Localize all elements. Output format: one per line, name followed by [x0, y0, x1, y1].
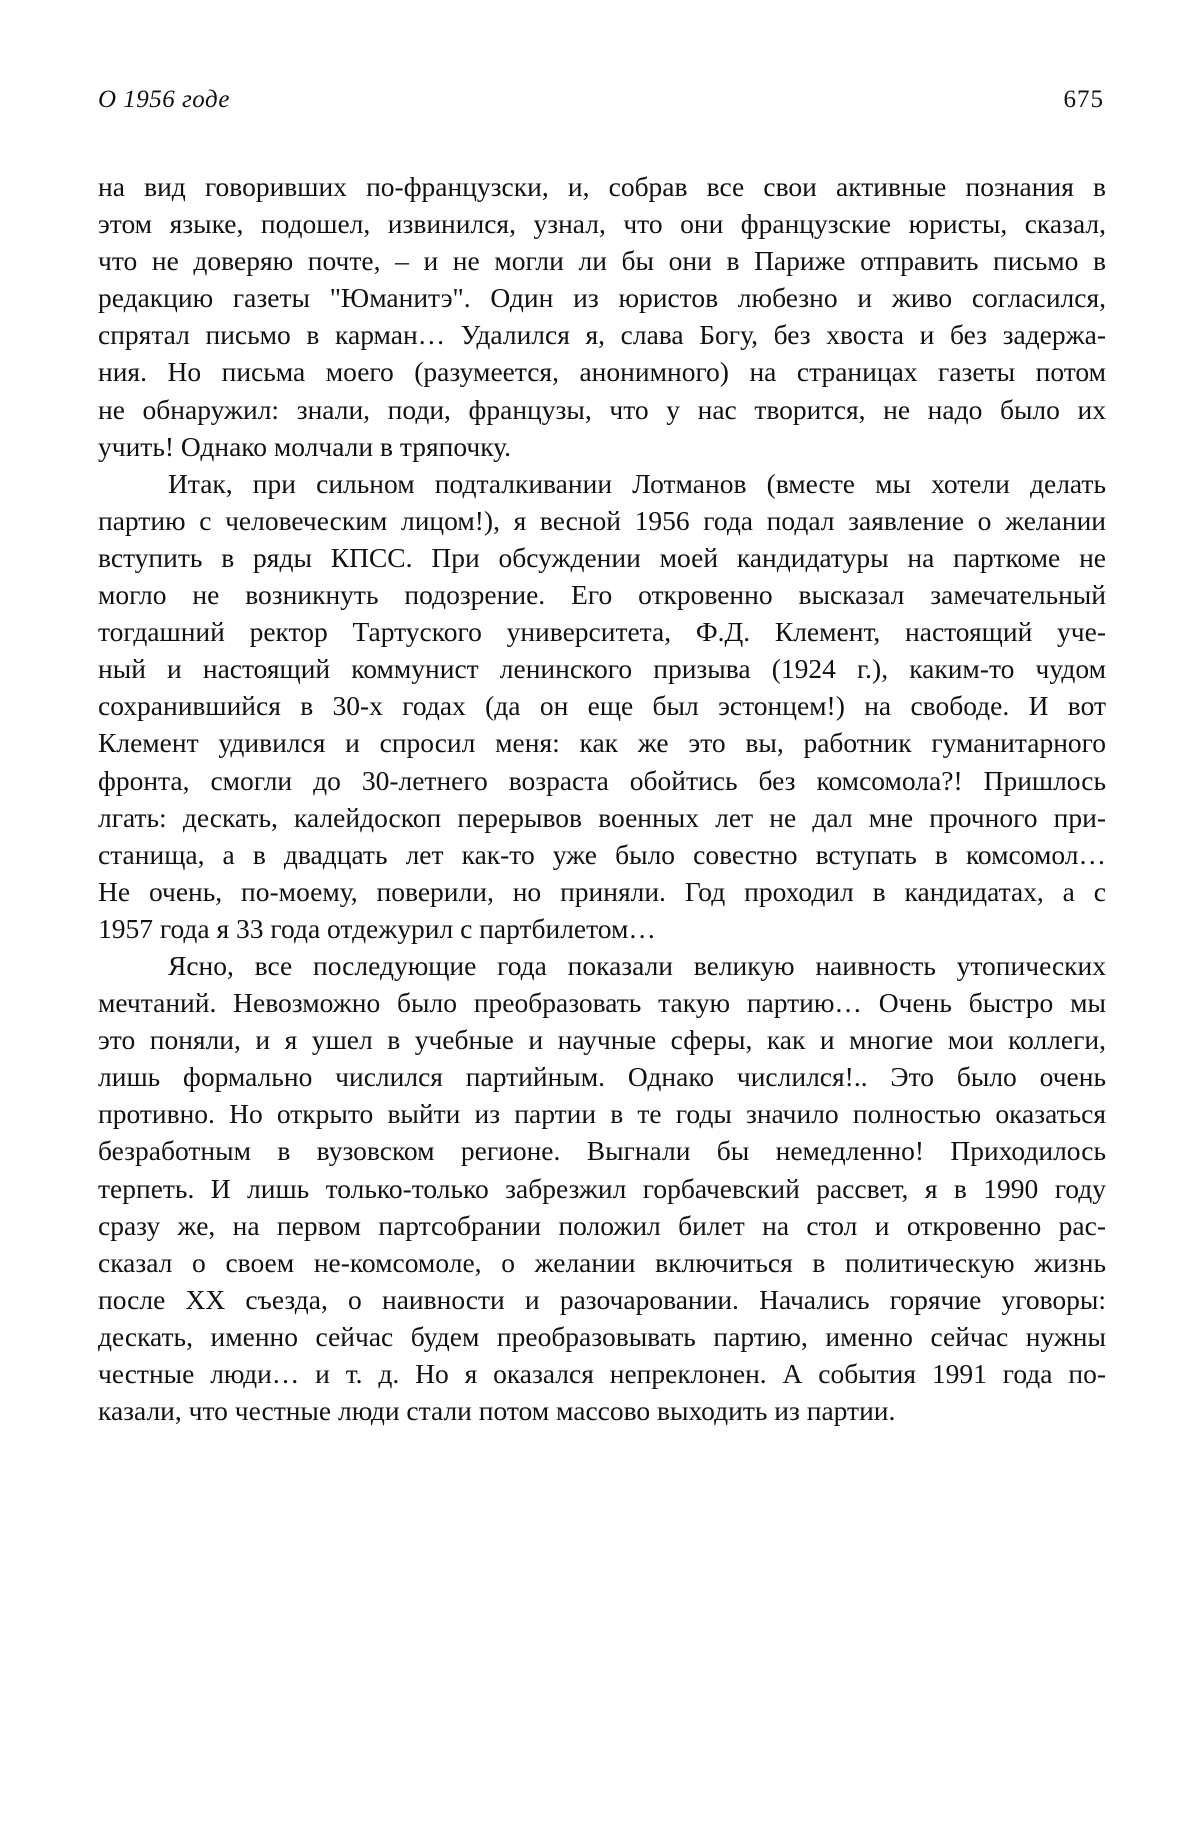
- text-line: партию с человеческим лицом!), я весной 1956 года подал заявление о желании: [98, 504, 1106, 536]
- text-line: вступить в ряды КПСС. При обсуждении моей кандидатуры на парткоме не: [98, 541, 1106, 573]
- text-line: лишь формально числился партийным. Однако числился!.. Это было очень: [98, 1061, 1106, 1093]
- text-line: что не доверяю почте, – и не могли ли бы они в Париже отправить письмо в: [98, 245, 1106, 277]
- text-line: спрятал письмо в карман… Удалился я, слава Богу, без хвоста и без задержа-: [98, 319, 1106, 351]
- page-number: 675: [1063, 86, 1104, 113]
- text-line: после XX съезда, о наивности и разочаровании. Начались горячие уговоры:: [98, 1283, 1106, 1315]
- text-line: терпеть. И лишь только-только забрезжил горбачевский рассвет, я в 1990 году: [98, 1172, 1106, 1204]
- text-line: лгать: дескать, калейдоскоп перерывов военных лет не дал мне прочного при-: [98, 801, 1106, 833]
- text-line: безработным в вузовском регионе. Выгнали бы немедленно! Приходилось: [98, 1135, 1106, 1167]
- text-line-paragraph-start: Ясно, все последующие года показали великую наивность утопических: [168, 949, 1106, 981]
- running-title: О 1956 годе: [98, 86, 231, 113]
- text-line: это поняли, и я ушел в учебные и научные сферы, как и многие мои коллеги,: [98, 1024, 1106, 1056]
- text-line: сразу же, на первом партсобрании положил билет на стол и откровенно рас-: [98, 1209, 1106, 1241]
- running-head: [98, 86, 1104, 120]
- text-line: фронта, смогли до 30-летнего возраста обойтись без комсомола?! Пришлось: [98, 764, 1106, 796]
- text-line: на вид говоривших по-французски, и, собрав все свои активные познания в: [98, 171, 1106, 202]
- text-line: Клемент удивился и спросил меня: как же это вы, работник гуманитарного: [98, 727, 1106, 759]
- text-line-paragraph-start: Итак, при сильном подталкивании Лотманов (вместе мы хотели делать: [168, 467, 1106, 499]
- text-line: редакцию газеты "Юманитэ". Один из юристов любезно и живо согласился,: [98, 282, 1106, 314]
- text-line: этом языке, подошел, извинился, узнал, что они французские юристы, сказал,: [98, 208, 1106, 240]
- text-line: противно. Но открыто выйти из партии в те годы значило полностью оказаться: [98, 1098, 1106, 1130]
- text-line: сказал о своем не-комсомоле, о желании включиться в политическую жизнь: [98, 1246, 1106, 1278]
- text-line: могло не возникнуть подозрение. Его откровенно высказал замечательный: [98, 579, 1106, 611]
- text-line: тогдашний ректор Тартуского университета, Ф.Д. Клемент, настоящий уче-: [98, 616, 1106, 648]
- text-line: ный и настоящий коммунист ленинского призыва (1924 г.), каким-то чудом: [98, 653, 1106, 685]
- text-line: честные люди… и т. д. Но я оказался непреклонен. А события 1991 года по-: [98, 1358, 1106, 1389]
- text-line: мечтаний. Невозможно было преобразовать такую партию… Очень быстро мы: [98, 987, 1106, 1019]
- text-line: ния. Но письма моего (разумеется, анонимного) на страницах газеты потом: [98, 356, 1106, 388]
- text-line-paragraph-end: учить! Однако молчали в тряпочку.: [98, 430, 512, 462]
- text-line: сохранившийся в 30-х годах (да он еще был эстонцем!) на свободе. И вот: [98, 690, 1106, 722]
- text-line: станища, а в двадцать лет как-то уже было совестно вступать в комсомол…: [98, 838, 1106, 870]
- body-text: [98, 168, 1106, 1429]
- text-line-paragraph-end: казали, что честные люди стали потом массово выходить из партии.: [98, 1395, 896, 1427]
- text-line: не обнаружил: знали, поди, французы, что у нас творится, не надо было их: [98, 393, 1106, 425]
- text-line: дескать, именно сейчас будем преобразовывать партию, именно сейчас нужны: [98, 1320, 1106, 1352]
- text-line-paragraph-end: 1957 года я 33 года отдежурил с партбилетом…: [98, 912, 656, 944]
- text-line: Не очень, по-моему, поверили, но приняли. Год проходил в кандидатах, а с: [98, 875, 1106, 907]
